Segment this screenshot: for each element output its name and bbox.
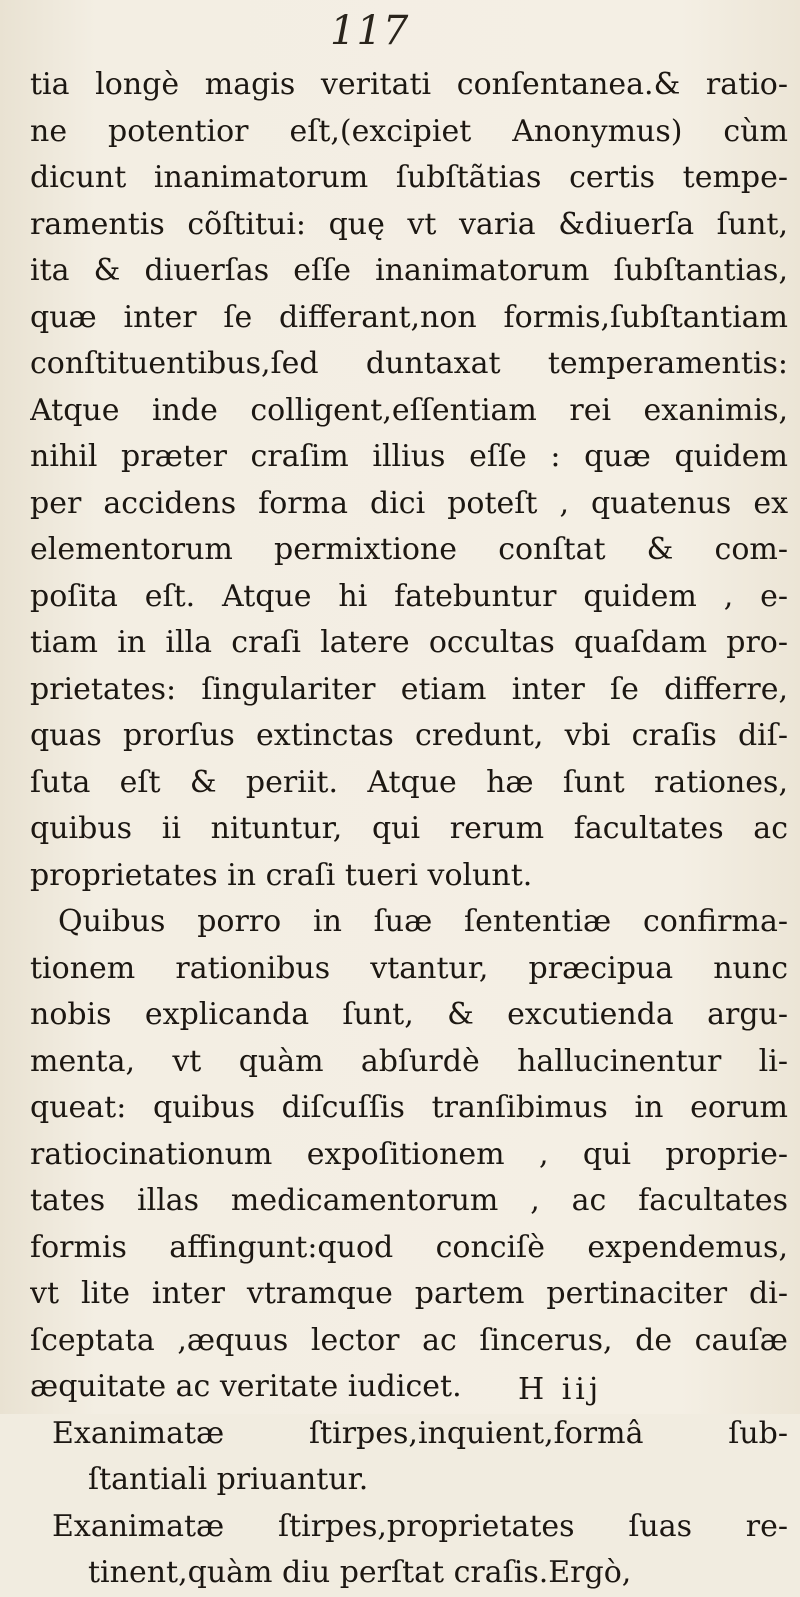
text-line: dicunt inanimatorum ſubſtãtias certis tempe- — [30, 160, 788, 195]
text-line: quibus ii nituntur, qui rerum facultates ac — [30, 811, 788, 846]
text-line: ſuta eſt & periit. Atque hæ ſunt rationes, — [30, 764, 788, 800]
text-line: elementorum permixtione conſtat & com- — [30, 532, 788, 567]
proposition-line: Exanimatæ ſtirpes,proprietates ſuas re- — [52, 1508, 788, 1544]
proposition-line: ſtantiali priuantur. — [88, 1462, 369, 1497]
text-line: vt lite inter vtramque partem pertinaciter di- — [30, 1276, 788, 1311]
text-line: per accidens forma dici poteſt , quatenus ex — [30, 485, 788, 521]
text-line: Atque inde colligent,eſſentiam rei exanimis, — [30, 392, 788, 428]
text-line: ita & diuerſas eſſe inanimatorum ſubſtantias, — [30, 253, 788, 288]
text-line: ſceptata ,æquus lector ac ſincerus, de cauſæ — [30, 1322, 788, 1358]
text-line: prietates: ſingulariter etiam inter ſe differre, — [30, 671, 788, 707]
text-line: tiam in illa craſi latere occultas quaſdam pro- — [30, 625, 788, 660]
paragraph-start-line: Quibus porro in ſuæ ſententiæ confirma- — [58, 904, 788, 939]
proposition-1 — [30, 1411, 788, 1504]
proposition-2 — [30, 1504, 788, 1597]
text-line: tia longè magis veritati conſentanea.& ratio- — [30, 67, 788, 102]
text-line: conſtituentibus,ſed duntaxat temperamentis: — [30, 346, 788, 381]
text-line: ne potentior eſt,(excipiet Anonymus) cùm — [30, 113, 788, 149]
text-line: tates illas medicamentorum , ac facultates — [30, 1183, 788, 1218]
proposition-line: Exanimatæ ſtirpes,inquient,formâ ſub- — [52, 1415, 788, 1451]
text-line: quæ inter ſe differant,non formis,ſubſtantiam — [30, 299, 788, 335]
proposition-line: tinent,quàm diu perſtat craſis.Ergò, — [88, 1555, 632, 1590]
text-line: quas prorſus extinctas credunt, vbi craſis diſ- — [30, 718, 788, 753]
text-line: nobis explicanda ſunt, & excutienda argu- — [30, 997, 788, 1032]
body-text — [30, 62, 788, 1597]
text-line: proprietates in craſi tueri volunt. — [30, 857, 533, 893]
text-line: queat: quibus diſcuſſis tranſibimus in eorum — [30, 1090, 788, 1125]
page-number: 117 — [330, 8, 410, 54]
text-line: formis affingunt:quod conciſè expendemus, — [30, 1229, 788, 1265]
text-line: poſita eſt. Atque hi fatebuntur quidem , e- — [30, 578, 788, 614]
text-line: ramentis cõſtitui: quę vt varia &diuerſa ſunt, — [30, 206, 788, 242]
signature-mark: H iij — [518, 1372, 603, 1407]
text-line: æquitate ac veritate iudicet. — [30, 1369, 462, 1404]
text-line: ratiocinationum expoſitionem , qui proprie- — [30, 1136, 788, 1172]
text-line: tionem rationibus vtantur, præcipua nunc — [30, 950, 788, 986]
text-line: nihil præter craſim illius eſſe : quæ quidem — [30, 439, 788, 474]
text-line: menta, vt quàm abſurdè hallucinentur li- — [30, 1043, 788, 1079]
